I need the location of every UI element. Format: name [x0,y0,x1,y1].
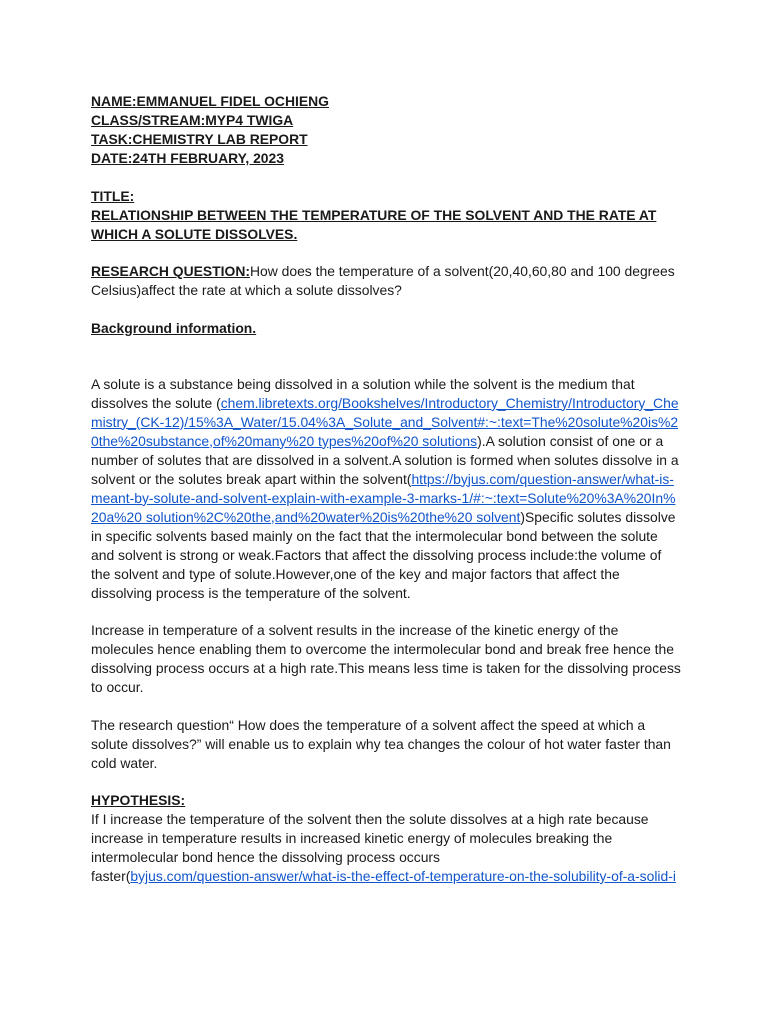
byjus-solvent-link[interactable]: https://byjus.com/question-answer/what-is-meant-by-solute-and-solvent-explain-with-example-3-marks-1/#:~:text=Solute%20%3A%20In%20a%20 solution%2C%20the,and%20water%20is%20the%20 solvent [91,470,676,525]
class-stream: CLASS/STREAM:MYP4 TWIGA [91,112,294,128]
background-text-a: A solute is a substance being dissolved in a solution while the solvent is the medium that dissolves the solute ( [91,375,635,411]
background-paragraph-3: The research question“ How does the temperature of a solvent affect the speed at which a solute dissolves?” will enable us to explain why tea changes the colour of hot water faster than cold water. [91,716,671,771]
spacer [91,338,681,375]
spacer [91,168,681,187]
hypothesis-text-a: If I increase the temperature of the solvent then the solute dissolves at a high rate because increase in temperature results in increased kinetic energy of molecules breaking the intermolecular bond hence the dissolving process occurs faster( [91,811,649,884]
task-line: TASK:CHEMISTRY LAB REPORT [91,131,308,147]
spacer [91,603,681,622]
background-paragraph-1 [91,375,681,603]
date-line: DATE:24TH FEBRUARY, 2023 [91,150,284,166]
hypothesis-text [91,810,681,886]
background-text-c: )Specific solutes dissolve in specific solvents based mainly on the fact that the intermolecular bond between the solute and solvent is strong or weak.Factors that affect the dissolving process include:the volume of the solvent and type of solute.However,one of the key and major factors that affect the dissolving process is the temperature of the solvent. [91,508,676,601]
byjus-temperature-link[interactable]: byjus.com/question-answer/what-is-the-effect-of-temperature-on-the-solubility-of-a-solid-i [130,868,676,884]
background-paragraph-2: Increase in temperature of a solvent results in the increase of the kinetic energy of the molecules hence enabling them to overcome the intermolecular bond and break free hence the dissolving process occurs at a high rate.This means less time is taken for the dissolving process to occur. [91,622,681,695]
spacer [91,244,681,263]
title-text: RELATIONSHIP BETWEEN THE TEMPERATURE OF THE SOLVENT AND THE RATE AT WHICH A SOLUTE DISSOLVES. [91,206,657,242]
hypothesis-heading: HYPOTHESIS: [91,792,186,808]
spacer [91,300,681,319]
background-text-b: ).A solution consist of one or a number of solutes that are dissolved in a solvent.A solution is formed when solutes dissolve in a solvent or the solutes break apart within the solvent( [91,432,679,487]
spacer [91,697,681,716]
research-question-label: RESEARCH QUESTION: [91,263,250,279]
research-question [91,262,681,300]
spacer [91,773,681,792]
document-page [91,92,681,886]
background-heading: Background information. [91,319,257,336]
libretexts-link[interactable]: chem.libretexts.org/Bookshelves/Introductory_Chemistry/Introductory_Chemistry_(CK-12)/15%3A_Water/15.04%3A_Solute_and_Solvent#:~:text=The%20solute%20is%20the%20substance,of%20many%20 types%20of%20 solutions [91,394,679,449]
student-name: NAME:EMMANUEL FIDEL OCHIENG [91,93,329,109]
research-question-text: How does the temperature of a solvent(20,40,60,80 and 100 degrees Celsius)affect the rate at which a solute dissolves? [91,263,675,298]
title-label: TITLE: [91,187,135,204]
